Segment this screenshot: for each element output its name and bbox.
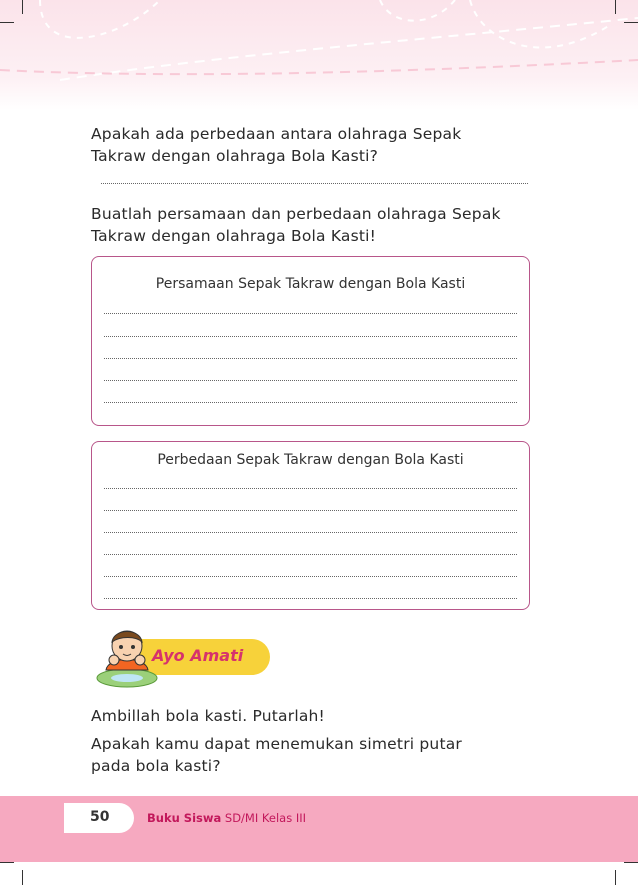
differences-title: Perbedaan Sepak Takraw dengan Bola Kasti — [157, 452, 464, 468]
crop-mark — [615, 870, 616, 885]
question-2-line-2: Takraw dengan olahraga Bola Kasti! — [91, 227, 377, 245]
question-4-line-1: Apakah kamu dapat menemukan simetri putar — [91, 735, 463, 753]
crop-mark — [624, 862, 638, 863]
book-title-rest: SD/MI Kelas III — [221, 811, 307, 825]
question-2 — [91, 203, 551, 247]
differences-answer-line[interactable] — [104, 488, 517, 489]
differences-box — [91, 441, 530, 610]
header-decoration — [0, 0, 638, 110]
differences-answer-line[interactable] — [104, 576, 517, 577]
differences-answer-line[interactable] — [104, 598, 517, 599]
book-title-bold: Buku Siswa — [147, 811, 222, 825]
similarities-title: Persamaan Sepak Takraw dengan Bola Kasti — [155, 276, 466, 292]
differences-answer-line[interactable] — [104, 510, 517, 511]
crop-mark — [22, 0, 23, 14]
crop-mark — [0, 22, 14, 23]
differences-answer-line[interactable] — [104, 554, 517, 555]
book-title — [147, 811, 306, 825]
header-band — [0, 0, 638, 110]
answer-line-1[interactable] — [101, 183, 528, 184]
page-number-pill — [64, 803, 134, 833]
question-4 — [91, 733, 551, 777]
crop-mark — [624, 22, 638, 23]
question-3 — [91, 705, 551, 727]
similarities-answer-line[interactable] — [104, 313, 517, 314]
question-1-line-2: Takraw dengan olahraga Bola Kasti? — [91, 147, 379, 165]
question-2-line-1: Buatlah persamaan dan perbedaan olahraga Sepak — [91, 205, 501, 223]
similarities-answer-line[interactable] — [104, 402, 517, 403]
question-3-line-1: Ambillah bola kasti. Putarlah! — [91, 707, 325, 725]
similarities-answer-line[interactable] — [104, 380, 517, 381]
similarities-box — [91, 256, 530, 426]
child-observing-icon — [90, 620, 160, 690]
crop-mark — [22, 870, 23, 885]
similarities-answer-line[interactable] — [104, 358, 517, 359]
differences-answer-line[interactable] — [104, 532, 517, 533]
crop-mark — [0, 862, 14, 863]
ayo-amati-label: Ayo Amati — [152, 646, 244, 665]
page-number: 50 — [90, 809, 110, 825]
crop-mark — [615, 0, 616, 14]
similarities-answer-line[interactable] — [104, 336, 517, 337]
question-1-line-1: Apakah ada perbedaan antara olahraga Sepak — [91, 125, 462, 143]
question-1 — [91, 123, 551, 167]
question-4-line-2: pada bola kasti? — [91, 757, 221, 775]
